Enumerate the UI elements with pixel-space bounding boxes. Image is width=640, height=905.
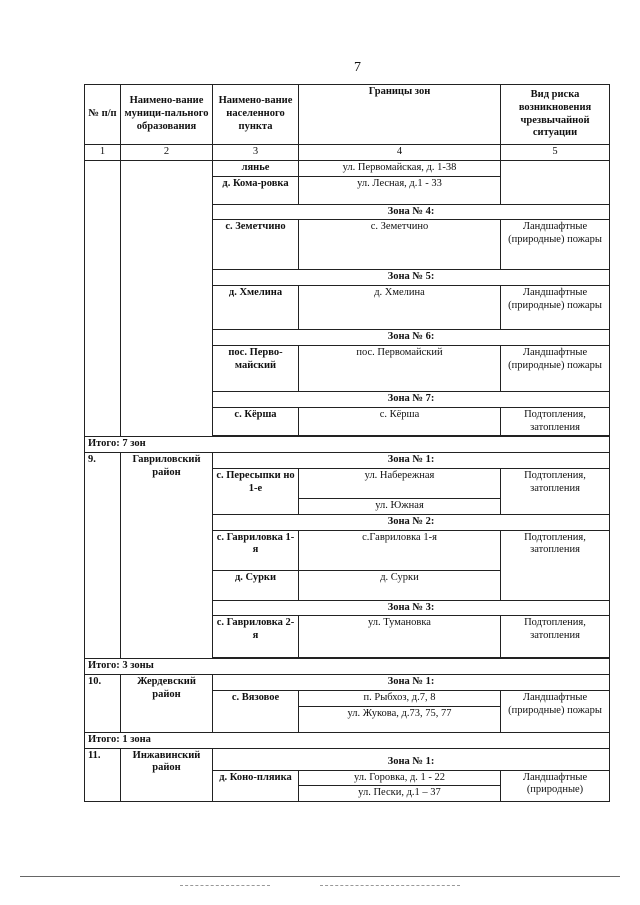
cell-settlement: д. Сурки: [213, 570, 299, 600]
header-row: [85, 85, 610, 145]
cell-number: 9.: [85, 453, 121, 659]
zone-title: Зона № 5:: [213, 270, 610, 286]
table-row: [85, 675, 610, 691]
header-zone-borders: Границы зон: [299, 85, 501, 145]
zones-table: [84, 84, 610, 802]
cell-risk: Ландшафтные (природные) пожары: [501, 690, 610, 732]
cell-risk: Ландшафтные (природные) пожары: [501, 220, 610, 270]
cell-number: [85, 160, 121, 437]
cell-border: ул. Набережная: [299, 468, 501, 498]
total-row: [85, 659, 610, 675]
zone-title: Зона № 7:: [213, 391, 610, 407]
cell-settlement: с. Вязовое: [213, 690, 299, 732]
zone-title: Зона № 1:: [213, 453, 610, 469]
zone-title: Зона № 2:: [213, 514, 610, 530]
cell-risk: Подтопления, затопления: [501, 407, 610, 436]
cell-settlement: пос. Перво-майский: [213, 345, 299, 391]
total-row: [85, 732, 610, 748]
cell-settlement: д. Кома-ровка: [213, 176, 299, 204]
cell-border: пос. Первомайский: [299, 345, 501, 391]
page-number: 7: [354, 60, 361, 75]
cell-municipality: [121, 160, 213, 437]
header-col-number: 1: [85, 145, 121, 161]
cell-border: ул. Первомайская, д. 1-38: [299, 160, 501, 176]
zone-title: Зона № 6:: [213, 330, 610, 346]
cell-settlement: с. Гавриловка 1-я: [213, 530, 299, 570]
cell-municipality: Жердевский район: [121, 675, 213, 733]
cell-border: п. Рыбхоз, д.7, 8: [299, 690, 501, 706]
scan-marks: [20, 885, 620, 893]
cell-municipality: Инжавинский район: [121, 748, 213, 802]
cell-settlement: с. Пересыпки но 1-е: [213, 468, 299, 514]
cell-risk: Подтопления, затопления: [501, 530, 610, 600]
table-row: [85, 160, 610, 176]
zones-total: Итого: 3 зоны: [85, 659, 610, 675]
cell-risk: Ландшафтные (природные): [501, 770, 610, 802]
cell-risk: Ландшафтные (природные) пожары: [501, 345, 610, 391]
table-row: [85, 453, 610, 469]
cell-settlement: с. Кёрша: [213, 407, 299, 436]
table-row: [85, 748, 610, 770]
header-col-number: 3: [213, 145, 299, 161]
cell-settlement: д. Коно-пляика: [213, 770, 299, 802]
cell-settlement: д. Хмелина: [213, 286, 299, 330]
cell-border: с.Гавриловка 1-я: [299, 530, 501, 570]
header-col-number: 2: [121, 145, 213, 161]
zone-title: Зона № 1:: [213, 675, 610, 691]
cell-risk: [501, 160, 610, 204]
zones-total: Итого: 7 зон: [85, 437, 610, 453]
cell-number: 10.: [85, 675, 121, 733]
cell-municipality: Гавриловский район: [121, 453, 213, 659]
cell-border: ул. Южная: [299, 498, 501, 514]
header-settlement: Наимено-вание населенного пункта: [213, 85, 299, 145]
cell-border: ул. Тумановка: [299, 616, 501, 658]
cell-border: д. Сурки: [299, 570, 501, 600]
zones-total: Итого: 1 зона: [85, 732, 610, 748]
header-col-number: 5: [501, 145, 610, 161]
page-bottom-line: [20, 876, 620, 877]
header-risk-type: Вид риска возникновения чрезвычайной ситуации: [501, 85, 610, 145]
cell-border: ул. Пески, д.1 – 37: [299, 786, 501, 802]
cell-settlement: с. Земетчино: [213, 220, 299, 270]
header-municipality: Наимено-вание муници-пального образования: [121, 85, 213, 145]
cell-border: с. Земетчино: [299, 220, 501, 270]
cell-risk: Подтопления, затопления: [501, 616, 610, 658]
cell-settlement: лянье: [213, 160, 299, 176]
header-col-number: 4: [299, 145, 501, 161]
cell-settlement: с. Гавриловка 2-я: [213, 616, 299, 658]
cell-border: ул. Лесная, д.1 - 33: [299, 176, 501, 204]
total-row: [85, 437, 610, 453]
cell-border: с. Кёрша: [299, 407, 501, 436]
header-number: № п/п: [85, 85, 121, 145]
header-numbers-row: [85, 145, 610, 161]
cell-risk: Подтопления, затопления: [501, 468, 610, 514]
cell-border: д. Хмелина: [299, 286, 501, 330]
cell-border: ул. Жукова, д.73, 75, 77: [299, 706, 501, 732]
cell-border: ул. Горовка, д. 1 - 22: [299, 770, 501, 786]
cell-risk: Ландшафтные (природные) пожары: [501, 286, 610, 330]
zone-title: Зона № 1:: [213, 748, 610, 770]
zone-title: Зона № 4:: [213, 204, 610, 220]
cell-number: 11.: [85, 748, 121, 802]
zone-title: Зона № 3:: [213, 600, 610, 616]
